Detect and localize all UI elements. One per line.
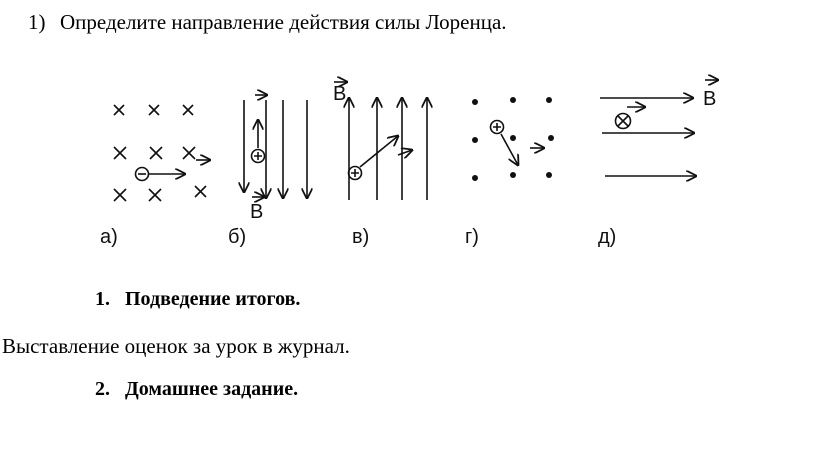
task-text: Определите направление действия силы Лоренца. [60, 10, 507, 34]
positive-charge [349, 167, 362, 180]
velocity-arrow [360, 136, 398, 167]
diagram-label-a: а) [100, 226, 118, 248]
section-homework-heading [95, 378, 298, 401]
section-number: 2. [95, 378, 110, 400]
diagram-label-e: д) [598, 226, 617, 248]
task-number: 1) [28, 10, 46, 34]
diagram-e [600, 80, 718, 176]
task-statement [28, 10, 507, 35]
diagram-c [334, 82, 427, 200]
diagram-label-b: б) [228, 226, 247, 248]
field-into-page-crosses [114, 105, 206, 201]
field-label-e: B [703, 88, 717, 110]
negative-charge [136, 168, 149, 181]
section-summary-heading [95, 288, 300, 311]
section-title: Подведение итогов. [125, 288, 301, 310]
grades-text: Выставление оценок за урок в журнал. [2, 334, 350, 358]
field-label-c: B [333, 83, 347, 105]
diagram-d [472, 97, 554, 181]
positive-charge [491, 121, 504, 134]
charge-into-page [616, 114, 631, 129]
diagram-b [244, 95, 307, 198]
diagram-label-c: в) [352, 226, 370, 248]
small-arrow [398, 150, 412, 155]
section-title: Домашнее задание. [125, 378, 299, 400]
positive-charge [252, 150, 265, 163]
lorentz-force-diagrams [0, 60, 816, 260]
field-label-b: B [250, 201, 264, 223]
field-out-of-page-dots [472, 97, 554, 181]
section-number: 1. [95, 288, 110, 310]
diagram-a [114, 105, 210, 201]
diagram-label-d: г) [465, 226, 479, 248]
